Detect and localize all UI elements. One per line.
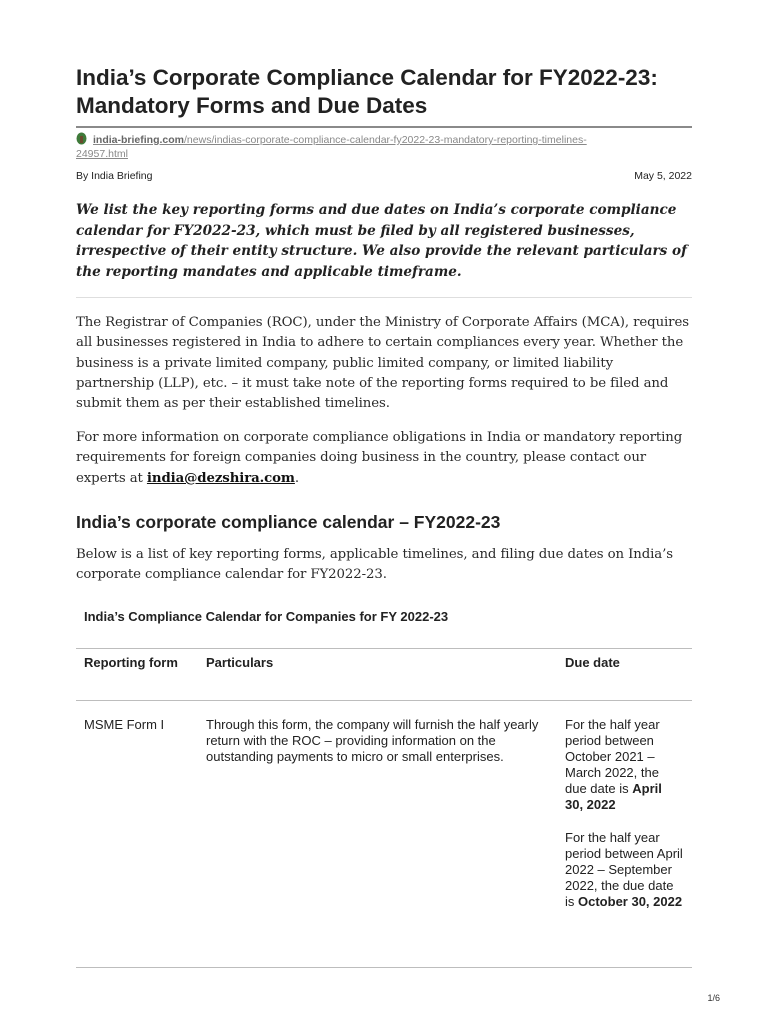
body-paragraph-1: The Registrar of Companies (ROC), under the Ministry of Corporate Affairs (MCA), requires all businesses registered in India to adhere to certain compliances every year. Whether the business is a private limited company, public limited company, or limited liability partnership (LLP), etc. – it must take note of the reporting forms required to be filed and submit them as per their established timelines. (76, 315, 689, 412)
table-caption: India’s Compliance Calendar for Companies for FY 2022-23 (84, 609, 449, 624)
page-indicator: 1/6 (707, 993, 720, 1003)
row-due-date-2 (565, 830, 683, 910)
header-due-date: Due date (565, 655, 620, 670)
section-heading: India’s corporate compliance calendar – FY2022-23 (76, 512, 501, 532)
table-bottom-rule (76, 967, 692, 968)
contact-email-link[interactable]: india@dezshira.com (146, 470, 295, 486)
source-url (76, 132, 692, 161)
paragraph-2-end: . (294, 470, 300, 486)
site-favicon-icon (76, 132, 87, 145)
article-title: India’s Corporate Compliance Calendar for FY2022-23: Mandatory Forms and Due Dates (76, 65, 658, 118)
byline (76, 170, 692, 182)
author: By India Briefing (76, 170, 153, 182)
row-particulars: Through this form, the company will furnish the half yearly return with the ROC – providing information on the outstanding payments to micro or small enterprises. (206, 717, 539, 764)
paragraph-2-text: For more information on corporate compliance obligations in India or mandatory reporting requirements for foreign companies doing business in the country, please contact our experts at (76, 430, 683, 486)
source-path-2: 24957.html (76, 148, 128, 160)
row-due-date-1 (565, 717, 683, 813)
table-top-rule (76, 648, 692, 649)
title-divider (76, 126, 692, 128)
row-form: MSME Form I (84, 717, 165, 732)
lead-paragraph: We list the key reporting forms and due dates on India’s corporate compliance calendar for FY2022-23, which must be filed by all registered businesses, irrespective of their entity structure. We also provide the relevant particulars of the reporting mandates and applicable timeframe. (76, 202, 687, 280)
due-date-1-value: April 30, 2022 (565, 781, 662, 812)
publish-date: May 5, 2022 (634, 170, 692, 182)
due-date-2-value: October 30, 2022 (578, 894, 683, 909)
source-domain: india-briefing.com (93, 134, 185, 146)
due-date-1-text: For the half year period between October 2021 – March 2022, the due date is (565, 717, 660, 796)
header-reporting-form: Reporting form (84, 655, 178, 670)
header-particulars: Particulars (206, 655, 274, 670)
source-link[interactable] (76, 134, 587, 160)
due-date-2-text: For the half year period between April 2022 – September 2022, the due date is (565, 830, 683, 909)
lead-divider (76, 297, 692, 298)
source-path-1: /news/indias-corporate-compliance-calendar-fy2022-23-mandatory-reporting-timelines- (184, 134, 587, 146)
table-header-rule (76, 700, 692, 701)
body-paragraph-2 (76, 428, 692, 489)
body-paragraph-3: Below is a list of key reporting forms, applicable timelines, and filing due dates on India’s corporate compliance calendar for FY2022-23. (76, 547, 673, 583)
